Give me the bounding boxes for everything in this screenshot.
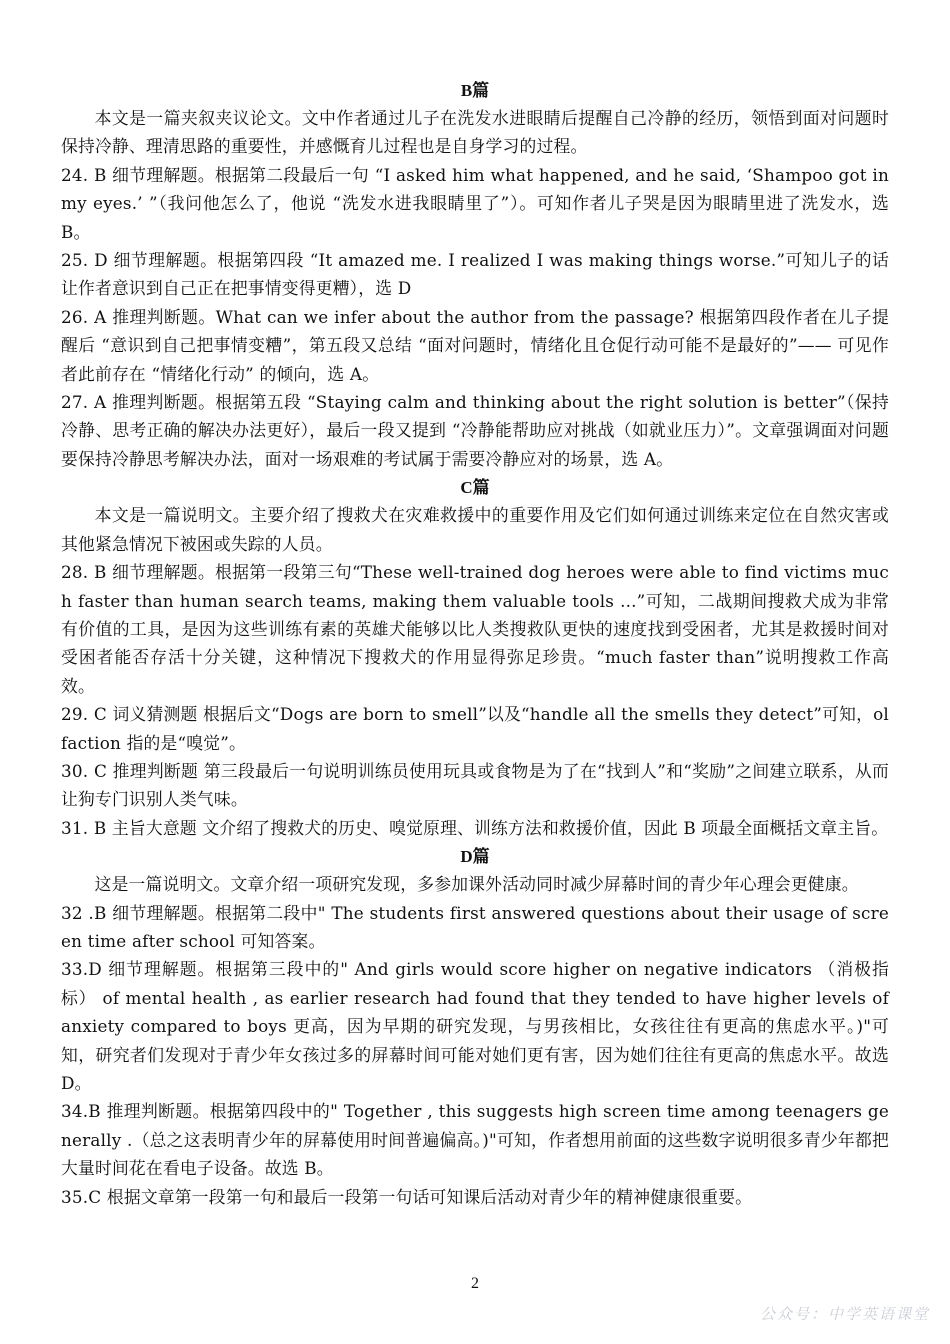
section-d-intro: 这是一篇说明文。文章介绍一项研究发现，多参加课外活动同时减少屏幕时间的青少年心理会更健康。 — [94, 874, 859, 895]
page-number: 2 — [471, 1275, 479, 1292]
answer-item-28: 28. B 细节理解题。根据第一段第三句“These well-trained dog heroes were able to find victims much faster than human search teams, making them valuable tools ...”可知，二战期间搜救犬成为非常有价值的工具，是因为这些训练有素的英雄犬能够以比人类搜救队更快的速度找到受困者，尤其是救援时间对受困者能否存活十分关键，这种情况下搜救犬的作用显得弥足珍贵。“much faster than”说明搜救工作高效。 — [61, 562, 889, 696]
answer-item-27: 27. A 推理判断题。根据第五段 “Staying calm and thinking about the right solution is better”（保持冷静、思考正确的解决办法更好），最后一段又提到 “冷静能帮助应对挑战（如就业压力）”。文章强调面对问题要保持冷静思考解决办法，面对一场艰难的考试属于需要冷静应对的场景，选 A。 — [61, 392, 889, 469]
answer-item-31: 31. B 主旨大意题 文介绍了搜救犬的历史、嗅觉原理、训练方法和救援价值，因此 B 项最全面概括文章主旨。 — [61, 817, 889, 838]
answer-item-35: 35.C 根据文章第一段第一句和最后一段第一句话可知课后活动对青少年的精神健康很重要。 — [61, 1186, 753, 1207]
answer-item-30: 30. C 推理判断题 第三段最后一句说明训练员使用玩具或食物是为了在“找到人”和“奖励”之间建立联系，从而让狗专门识别人类气味。 — [61, 760, 889, 810]
answer-item-25: 25. D 细节理解题。根据第四段 “It amazed me. I realized I was making things worse.”可知儿子的话让作者意识到自己正在把事情变得更糟），选 D — [61, 250, 889, 299]
answer-item-24: 24. B 细节理解题。根据第二段最后一句 “I asked him what happened, and he said, ‘Shampoo got in my eyes.’ ”（我问他怎么了，他说 “洗发水进我眼睛里了”）。可知作者儿子哭是因为眼睛里进了洗发水，选 B。 — [61, 164, 889, 242]
document-page — [61, 78, 889, 1211]
answer-item-29: 29. C 词义猜测题 根据后文“Dogs are born to smell”以及“handle all the smells they detect”可知，olfaction 指的是“嗅觉”。 — [61, 704, 889, 753]
answer-item-33: 33.D 细节理解题。根据第三段中的" And girls would score higher on negative indicators （消极指标） of mental health , as earlier research had found that they tended to have higher levels of anxiety compared to boys 更高，因为早期的研究发现，与男孩相比，女孩往往有更高的焦虑水平。)"可知，研究者们发现对于青少年女孩过多的屏幕时间可能对她们更有害，因为她们往往有更高的焦虑水平。故选 D。 — [61, 959, 889, 1093]
section-c-intro: 本文是一篇说明文。主要介绍了搜救犬在灾难救援中的重要作用及它们如何通过训练来定位在自然灾害或其他紧急情况下被困或失踪的人员。 — [61, 505, 889, 554]
answer-item-26: 26. A 推理判断题。What can we infer about the author from the passage? 根据第四段作者在儿子提醒后 “意识到自己把事情变糟”，第五段又总结 “面对问题时，情绪化且仓促行动可能不是最好的”—— 可见作者此前存在 “情绪化行动” 的倾向，选 A。 — [61, 306, 889, 384]
answer-item-32: 32 .B 细节理解题。根据第二段中" The students first answered questions about their usage of screen time after school 可知答案。 — [61, 902, 889, 951]
section-b-title: B篇 — [460, 81, 490, 100]
answer-item-34: 34.B 推理判断题。根据第四段中的" Together , this suggests high screen time among teenagers generally .（总之这表明青少年的屏幕使用时间普遍偏高。)"可知，作者想用前面的这些数字说明很多青少年都把大量时间花在看电子设备。故选 B。 — [61, 1101, 889, 1179]
section-d-title: D篇 — [460, 847, 490, 867]
watermark: 公众号：中学英语课堂 — [759, 1305, 930, 1323]
section-b-intro: 本文是一篇夹叙夹议论文。文中作者通过儿子在洗发水进眼睛后提醒自己冷静的经历，领悟到面对问题时保持冷静、理清思路的重要性，并感慨育儿过程也是自身学习的过程。 — [61, 108, 889, 157]
section-c-title: C篇 — [460, 478, 490, 498]
